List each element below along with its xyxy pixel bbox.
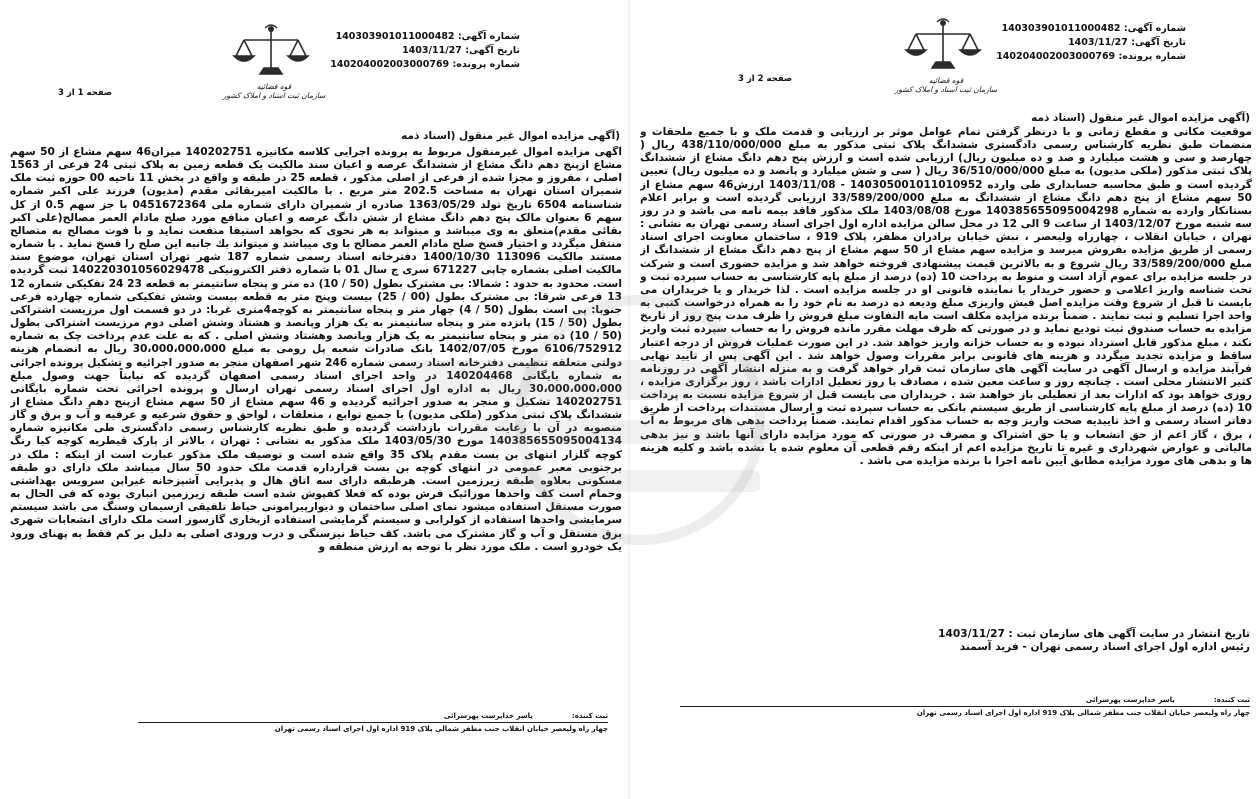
publish-date: 1403/11/27 [938, 628, 1005, 640]
ad-body-text [10, 146, 622, 666]
ad-number-row [330, 30, 520, 44]
ad-date: 1403/11/27 [1068, 37, 1128, 48]
signatory: رئیس اداره اول اجرای اسناد رسمی تهران - فرید آسمند [959, 641, 1250, 653]
footer-address: چهار راه ولیعصر خیابان انقلاب جنب مظفر شمالی پلاک 919 اداره اول اجرای اسناد رسمی تهران [916, 709, 1250, 717]
organization-label: سازمان ثبت اسناد و املاک کشور [894, 85, 998, 94]
ad-body-paragraph: موقعیت مکانی و مقطع زمانی و با درنظر گرفتن تمام عوامل موثر بر ارزیابی و قدمت ملک و با جمیع ملحقات و منضمات طبق نظریه کارشناس رسمی دادگستری ششدانگ پلاک ثبتی مذکور به مبلغ 438/110/000/000 ریال ( چهارصد و سی و هشت میلیارد و صد و ده میلیون ریال) ارزیابی شده است و ارزش پنج دهم دانگ مشاع از ششدانگ پلاک ثبتی مذکور (ملکی مدیون) به مبلغ 36/510/000/000 ریال ( سی و شش میلیارد و پانصد و ده میلیون ریال) تعیین گردیده است و طبق محاسبه حسابداری طی وارده 140305001011010952 - 1403/11/08 ارزش46 سهم مشاع از 50 سهم مشاع از پنج دهم دانگ مشاع از ششدانگ به مبلغ 33/589/200/000 ارزیابی گردیده است و برابر اعلام بستانکار وارده به شماره 140385655095004298 مورخ 1403/08/08 ملک مذکور فاقد بیمه نامه می باشد و در روز سه شنبه مورخ 1403/12/07 از ساعت 9 الی 12 در محل سالن مزایده اداره اول اجرای اسناد رسمی تهران به نشانی : تهران ، خیابان انقلاب ، چهارراه ولیعصر ، نبش خیابان برادران مظفر، پلاک 919 ، ساختمان معاونت اجرای اسناد رسمی از طریق مزایده بفروش میرسد و مزایده سهم مشاع از 50 سهم مشاع از پنج دهم دانگ مشاع از ششدانگ از مبلغ 33/589/200/000 ریال شروع و به بالاترین قیمت پیشنهادی فروخته خواهد شد و مزایده حضوری است و شرکت در جلسه مزایده برای عموم آزاد است و منوط به پرداخت 10 (ده) درصد از مبلغ پایه کارشناسی به حساب سپرده ثبت و تحت شناسه واریز اعلامی و حضور خریدار یا نماینده قانونی او در جلسه مزایده است . لذا خریدار و یا خریداران می بایست تا قبل از شروع وقت مزایده اصل فیش واریزی مبلغ ودیعه ده درصد به نام خود را به همراه درخواست کتبی به واحد اجرا تسلیم و ثبت نمایند . ضمناً برنده مزایده مکلف است مابه التفاوت مبلغ فروش را ظرف مدت پنج روز از تاریخ مزایده به حساب صندوق ثبت تودیع نماید و در صورتی که ظرف مهلت مقرر مانده فروش را به حساب سپرده ثبت واریز نکند ، مبلغ مذکور قابل استرداد نبوده و به حساب خزانه واریز خواهد شد. در این صورت عملیات فروش از درجه اعتبار ساقط و مزایده تجدید میگردد و هزینه های قانونی برابر مقررات وصول خواهد شد . این آگهی پس از تایید نهایی فرآیند مزایده و ارسال آگهی در سایت آگهی های سازمان ثبت قرار خواهد گرفت و به منزله انتشار آگهی در روزنامه کثیر الانتشار محلی است . چنانچه روز و ساعت معین شده ، مصادف با روز تعطیل ادارات باشد ، روز برگزاری مزایده ، روزی خواهد بود که ادارات بعد از تعطیلی باز خواهند شد . خریداران می بایست قبل از شروع مزایده نسبت به پرداخت 10 (ده) درصد از مبلغ پایه کارشناسی از طریق سیستم بانکی به حساب سپرده ثبت و ارسال مستندات پرداخت از طریق دفاتر اسناد رسمی و اخذ تاییدیه صحت واریز وجه به حساب مذکور اقدام نمایند. ضمناً پرداخت بدهی های مربوط به آب ، برق ، گاز اعم از حق انشعاب و یا حق اشتراک و مصرف در صورتی که مورد مزایده دارای آنها باشد و نیز بدهی مالیاتی و عوارض شهرداری و غیره تا تاریخ مزایده اعم از اینکه رقم قطعی آن معلوم شده یا نشده باشد و کلیه هزینه ها و بدهی های مورد مزایده مطابق آیین نامه اجرا با برنده مزایده می باشد . [640, 126, 1252, 467]
page-number: صفحه 1 از 3 [58, 88, 113, 98]
registrar-name: یاسر خداپرست پهرسرائی [1085, 696, 1175, 704]
publish-date-row [938, 628, 1250, 641]
ad-signature-block [938, 628, 1250, 654]
ad-footer [680, 696, 1250, 717]
organization-label: سازمان ثبت اسناد و املاک کشور [222, 91, 326, 100]
ad-date-row [330, 44, 520, 58]
ad-number-row [996, 22, 1186, 36]
footer-divider [680, 706, 1250, 707]
ad-body-paragraph: آگهی مزایده اموال غیرمنقول مربوط به پرونده اجرایی کلاسه مکانیزه 140202751 میزان46 سهم مشاع از 50 سهم مشاع ازپنج دهم دانگ مشاع از ششدانگ عرصه و اعیان سند مالکیت یک قطعه زمین به پلاک ثبتی 24 فرعی از 1563 اصلی ، مفروز و مجزا شده از فرعی از اصلی مذکور ، قطعه 25 در طبقه و واقع در بخش 11 ناحیه 00 حوزه ثبت ملک شمیران استان تهران به مساحت 202.5 متر مربع . با مالکیت امیربقائی مقدم (مدیون) فرزند علی اکبر شماره شناسنامه 6504 تاریخ تولد 1363/05/29 صادره از شمیران دارای شماره ملی 0451672364 با جز سهم 0.5 از کل سهم 6 بعنوان مالک پنج دهم دانگ مشاع از شش دانگ عرصه و اعیان منافع مورد صلح مادام العمر مصالح(علی اکبر بقائی مقدم)متعلق به وی میباشد و میتواند به هر نحوی که بخواهد استیفا منفعت نماید و با فوت مصالح به متصالح منتقل میگردد و اختیار فسخ صلح مادام العمر مصالح با وی میباشد و میتواند یك جانبه این صلح را فسخ نماید . با شماره مستند مالکیت 113096 1400/10/30 دفترخانه اسناد رسمی شماره 187 شهر تهران استان تهران، موضوع سند مالکیت اصلی بشماره چاپی 671227 سری ج سال 01 با شماره دفتر الکترونیکی 140220301056029478 ثبت گردیده است. محدود به حدود : شمالا: بی مشترک بطول (50 / 10) ده متر و پنجاه سانتیمتر به قطعه 23 24 تفکیکی شماره 12 13 فرعی شرقا: بی مشترک بطول (00 / 25) بیست وپنج متر به قطعه بیست وشش تفکیکی شماره چهارده فرعی جنوبا: پی است بطول (50 / 4) چهار متر و پنجاه سانتیمتر به کوچه4متری غربا: در دو قسمت اول مرزیست اشتراکی بطول (50 / 15) پانزده متر و پنجاه سانتیمتر به یک هزار وپانصد و هشتاد وشش اصلی دوم مرزیست اشتراکی بطول (50 / 10) ده متر و پنجاه سانتیمتر به یک هزار وپانصد وهشتاد وشش اصلی . که به علت عدم پرداخت چک به شماره 6106/752912 مورخ 1402/07/05 بانک صادرات شعبه پل رومی به مبلغ 30،000،000،000 ریال به انضمام هزینه دولتی متعلقه تنظیمی دفترخانه اسناد رسمی شماره 246 شهر اصفهان منجر به صدور اجرائیه و تشکیل پرونده اجرائی به شماره بایگانی 140204468 در واحد اجرای اسناد رسمی اصفهان گردیده که نیابتاً جهت وصول مبلغ 30،000،000،000 ریال به اداره اول اجرای اسناد رسمی تهران ارسال و پرونده اجرائی تحت شماره بایگانی 140202751 تشکیل و منجر به صدور اجرائیه گردیده و 46 سهم مشاع از 50 سهم مشاع ازپنج دهم دانگ مشاع از ششدانگ پلاک ثبتی مذکور (ملکی مدیون) با جمیع توابع ، متعلقات ، لواحق و حقوق شرعیه و عرفیه و آب و برق و گاز منصوبه در آن با رعایت مقررات بازداشت گردیده و طبق نظریه کارشناس رسمی دادگستری طی مکانیزه شماره 140385655095004134 مورخ 1403/05/30 ملک مذکور به نشانی : تهران ، بالاتر از پارک قیطریه کوچه کیا رنگ کوچه گلزار انتهای بن بست مقدم پلاک 35 واقع شده است و توصیف ملک مذکور عبارت است از اینکه : ملک در برجنوبی معبر عمومی در انتهای کوچه بن بست قرارداره قدمت ملک حدود 50 سال میباشد ملک دارای دو طبقه مسکونی بعلاوه طبقه زیرزمین است. هرطبقه دارای سه اتاق هال و پذیرایی آشپزخانه غیراپن سرویس بهداشتی وحمام است کف واحدها موزائیک فرش بوده که فعلا کفپوش شده است طبقه زیرزمین انباری بوده که فی الحال به صورت مستقل استفاده میشود نمای اصلی ساختمان و دیوارپیرامونی حیاط تلفیقی ازسیمان وسنگ می باشد سیستم سرمایشی واحدها استفاده از کولرابی و سیستم گرمایشی استفاده ازبخاری گازسوز است ملک دارای انشعابات شهری برق مستقل و آب و گاز مشترک می باشد. کف حیاط نیزسنگی و درب ورودی اصلی به دلیل بر کم فقط به پهنای ورود یک خودرو است . ملک مورد نظر با توجه به ارزش منطقه و [10, 146, 622, 553]
case-number-label: شماره پرونده: [452, 59, 520, 70]
case-number: 140204002003000769 [996, 51, 1116, 62]
judiciary-emblem [222, 24, 326, 100]
scales-of-justice-icon [898, 18, 988, 76]
registrar-row [680, 696, 1250, 704]
ad-title: (آگهی مزایده اموال غیر منقول (اسناد ذمه [401, 130, 620, 142]
ad-date: 1403/11/27 [402, 45, 462, 56]
registrar-row [138, 712, 608, 720]
ad-number: 140303901011000482 [335, 31, 455, 42]
registrar-name: یاسر خداپرست پهرسرائی [443, 712, 533, 720]
case-number-row [330, 58, 520, 72]
ad-header-meta [330, 30, 520, 72]
case-number-label: شماره پرونده: [1118, 51, 1186, 62]
ad-number-label: شماره آگهی: [1123, 23, 1186, 34]
publish-date-label: تاریخ انتشار در سایت آگهی های سازمان ثبت : [1008, 628, 1250, 640]
organization-name [214, 82, 334, 100]
ad-date-label: تاریخ آگهی: [465, 45, 520, 56]
ad-body-text [640, 126, 1252, 626]
registrar-label: ثبت کننده: [1213, 696, 1250, 704]
judiciary-label: قوه قضائیه [928, 76, 964, 85]
ad-number: 140303901011000482 [1001, 23, 1121, 34]
page-number: صفحه 2 از 3 [738, 74, 793, 84]
footer-address: چهار راه ولیعصر خیابان انقلاب جنب مظفر شمالی پلاک 919 اداره اول اجرای اسناد رسمی تهران [274, 725, 608, 733]
ad-page-2 [630, 0, 1258, 799]
scales-of-justice-icon [226, 24, 316, 82]
judiciary-label: قوه قضائیه [256, 82, 292, 91]
judiciary-emblem [894, 18, 998, 94]
case-number: 140204002003000769 [330, 59, 450, 70]
footer-divider [138, 722, 608, 723]
registrar-label: ثبت کننده: [571, 712, 608, 720]
ad-date-label: تاریخ آگهی: [1131, 37, 1186, 48]
ad-number-label: شماره آگهی: [457, 31, 520, 42]
case-number-row [996, 50, 1186, 64]
ad-page-1 [0, 0, 628, 799]
ad-footer [138, 712, 608, 733]
ad-header-meta [996, 22, 1186, 64]
ad-title: (آگهی مزایده اموال غیر منقول (اسناد ذمه [1031, 112, 1250, 124]
ad-date-row [996, 36, 1186, 50]
organization-name [886, 76, 1006, 94]
